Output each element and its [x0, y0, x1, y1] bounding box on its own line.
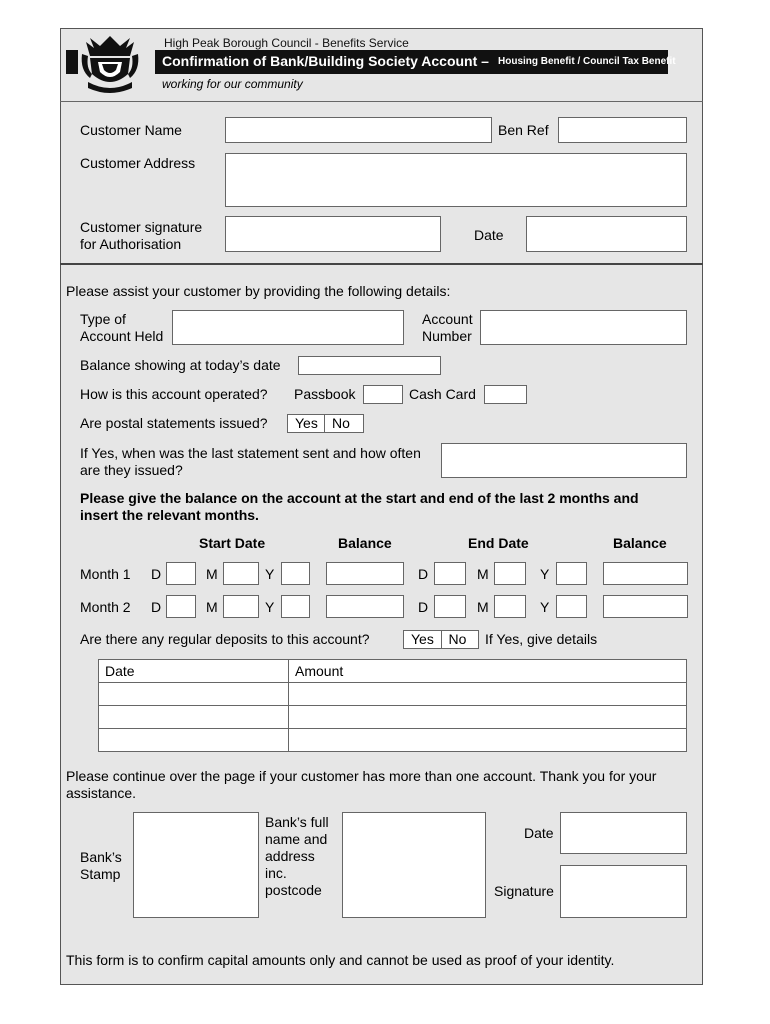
bank-name-label-5: postcode [265, 882, 322, 898]
month2-end-year[interactable] [556, 595, 587, 618]
bank-date-field[interactable] [560, 812, 687, 854]
month-label: M [206, 566, 218, 582]
month1-end-day[interactable] [434, 562, 466, 585]
year-label: Y [265, 566, 275, 582]
deposits-yes-option[interactable]: Yes [411, 631, 434, 647]
deposits-if-yes: If Yes, give details [485, 631, 598, 647]
customer-address-field[interactable] [225, 153, 687, 207]
day-label: D [151, 599, 162, 615]
bank-signature-label: Signature [494, 883, 554, 899]
continue-note: Please continue over the page if your customer has more than one account. Thank you for your [66, 768, 657, 784]
council-crest-icon [78, 34, 142, 96]
amount-column-header: Amount [289, 660, 687, 683]
last-statement-field[interactable] [441, 443, 687, 478]
last-statement-label-2: are they issued? [80, 462, 183, 478]
cash-card-checkbox[interactable] [484, 385, 527, 404]
month1-end-month[interactable] [494, 562, 526, 585]
customer-date-field[interactable] [526, 216, 687, 252]
ben-ref-field[interactable] [558, 117, 687, 143]
account-type-field[interactable] [172, 310, 404, 345]
deposits-table [98, 659, 687, 752]
form-title: Confirmation of Bank/Building Society Account – [162, 53, 489, 69]
month2-end-month[interactable] [494, 595, 526, 618]
account-type-label-2: Account Held [80, 328, 164, 344]
bank-stamp-label: Bank’s [80, 849, 122, 865]
month-label: M [477, 599, 489, 615]
balance-today-label: Balance showing at today’s date [80, 357, 281, 373]
deposit-amount-cell[interactable] [289, 683, 687, 706]
account-type-label: Type of [80, 311, 126, 327]
deposits-no-option[interactable]: No [441, 631, 479, 648]
account-number-label: Account [422, 311, 473, 327]
passbook-label: Passbook [294, 386, 356, 402]
postal-yes-option[interactable]: Yes [295, 415, 318, 431]
month1-start-balance[interactable] [326, 562, 404, 585]
council-name: High Peak Borough Council - Benefits Service [164, 36, 409, 50]
day-label: D [418, 599, 429, 615]
month1-label: Month 1 [80, 566, 131, 582]
account-number-field[interactable] [480, 310, 687, 345]
month2-end-day[interactable] [434, 595, 466, 618]
day-label: D [418, 566, 429, 582]
month2-start-month[interactable] [223, 595, 259, 618]
postal-no-option[interactable]: No [324, 415, 363, 432]
bank-name-label: Bank’s full [265, 814, 329, 830]
bank-name-label-4: inc. [265, 865, 287, 881]
deposit-amount-cell[interactable] [289, 729, 687, 752]
month-label: M [477, 566, 489, 582]
divider [60, 263, 703, 265]
start-date-header: Start Date [199, 535, 266, 551]
divider [60, 101, 703, 102]
balance-header-2: Balance [613, 535, 667, 551]
date-column-header: Date [99, 660, 289, 683]
deposit-date-cell[interactable] [99, 729, 289, 752]
authorisation-label: for Authorisation [80, 236, 182, 252]
form-subtitle: Housing Benefit / Council Tax Benefit [498, 56, 676, 67]
disclaimer: This form is to confirm capital amounts only and cannot be used as proof of your identity. [66, 952, 615, 968]
month1-end-year[interactable] [556, 562, 587, 585]
month2-label: Month 2 [80, 599, 131, 615]
customer-name-field[interactable] [225, 117, 492, 143]
month1-start-month[interactable] [223, 562, 259, 585]
month-label: M [206, 599, 218, 615]
day-label: D [151, 566, 162, 582]
month1-start-day[interactable] [166, 562, 196, 585]
bank-stamp-label-2: Stamp [80, 866, 121, 882]
bank-date-label: Date [524, 825, 554, 841]
bank-signature-field[interactable] [560, 865, 687, 918]
deposits-yes-no [403, 630, 479, 649]
table-row [99, 706, 687, 729]
customer-signature-label: Customer signature [80, 219, 203, 235]
deposit-date-cell[interactable] [99, 683, 289, 706]
month2-start-day[interactable] [166, 595, 196, 618]
month1-end-balance[interactable] [603, 562, 688, 585]
bank-name-field[interactable] [342, 812, 486, 918]
deposit-date-cell[interactable] [99, 706, 289, 729]
customer-signature-field[interactable] [225, 216, 441, 252]
account-number-label-2: Number [422, 328, 472, 344]
deposit-amount-cell[interactable] [289, 706, 687, 729]
year-label: Y [540, 599, 550, 615]
table-row [99, 729, 687, 752]
title-banner [155, 50, 676, 74]
end-date-header: End Date [468, 535, 529, 551]
customer-date-label: Date [474, 227, 504, 243]
table-row [99, 683, 687, 706]
balance-header: Balance [338, 535, 392, 551]
balance-instruction-2: insert the relevant months. [80, 507, 259, 523]
continue-note-2: assistance. [66, 785, 137, 801]
operated-question: How is this account operated? [80, 386, 268, 402]
customer-address-label: Customer Address [80, 155, 196, 171]
table-header-row [99, 660, 687, 683]
postal-yes-no [287, 414, 364, 433]
header-accent-bar [66, 50, 78, 74]
month2-start-year[interactable] [281, 595, 310, 618]
bank-stamp-box[interactable] [133, 812, 259, 918]
year-label: Y [265, 599, 275, 615]
last-statement-label: If Yes, when was the last statement sent and how often [80, 445, 421, 461]
tagline: working for our community [162, 77, 303, 91]
balance-today-field[interactable] [298, 356, 441, 375]
bank-name-label-3: address [265, 848, 315, 864]
bank-name-label-2: name and [265, 831, 328, 847]
year-label: Y [540, 566, 550, 582]
customer-name-label: Customer Name [80, 122, 182, 138]
balance-instruction: Please give the balance on the account at the start and end of the last 2 months and [80, 490, 639, 506]
month1-start-year[interactable] [281, 562, 310, 585]
month2-end-balance[interactable] [603, 595, 688, 618]
details-intro: Please assist your customer by providing the following details: [66, 283, 451, 299]
cash-card-label: Cash Card [409, 386, 476, 402]
ben-ref-label: Ben Ref [498, 122, 549, 138]
deposits-question: Are there any regular deposits to this account? [80, 631, 370, 647]
month2-start-balance[interactable] [326, 595, 404, 618]
passbook-checkbox[interactable] [363, 385, 403, 404]
postal-statements-question: Are postal statements issued? [80, 415, 268, 431]
